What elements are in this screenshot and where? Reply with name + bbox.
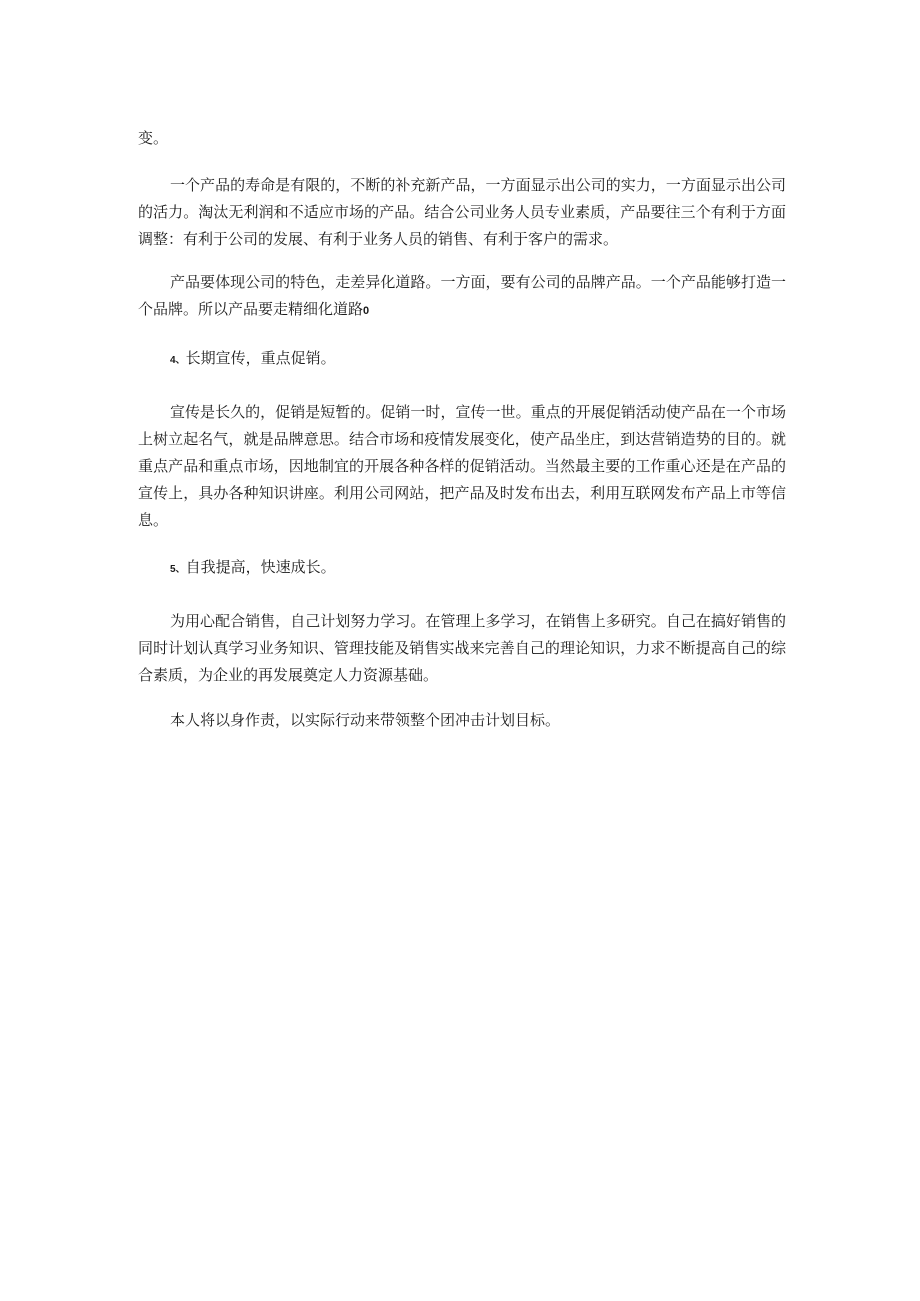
paragraph-product-lifecycle: 一个产品的寿命是有限的，不断的补充新产品，一方面显示出公司的实力，一方面显示出公司的活力。淘汰无利润和不适应市场的产品。结合公司业务人员专业素质，产品要往三个有利于方面调整：有利于公司的发展、有利于业务人员的销售、有利于客户的需求。 — [138, 176, 786, 248]
section-number: 5、 — [170, 564, 186, 575]
paragraph-spacer — [138, 583, 786, 608]
paragraph-product-features — [138, 269, 786, 325]
paragraph-spacer — [138, 374, 786, 399]
paragraph-spacer — [138, 325, 786, 345]
paragraph-promotion: 宣传是长久的，促销是短暂的。促销一时，宣传一世。重点的开展促销活动使产品在一个市场上树立起名气，就是品牌意思。结合市场和疫情发展变化，使产品坐庄，到达营销造势的目的。就重点产品和重点市场，因地制宜的开展各种各样的促销活动。当然最主要的工作重心还是在产品的宣传上，具办各种知识讲座。利用公司网站，把产品及时发布出去，利用互联网发布产品上市等信息。 — [138, 403, 786, 529]
paragraph-self-improvement: 为用心配合销售，自己计划努力学习。在管理上多学习，在销售上多研究。自己在搞好销售的同时计划认真学习业务知识、管理技能及销售实战来完善自己的理论知识，力求不断提高自己的综合素质，为企业的再发展奠定人力资源基础。 — [138, 612, 786, 684]
document-body — [138, 125, 786, 734]
section-number: 4、 — [170, 355, 186, 366]
paragraph-spacer — [138, 253, 786, 269]
paragraph-spacer — [138, 689, 786, 707]
paragraph-closing: 本人将以身作责，以实际行动来带领整个团冲击计划目标。 — [170, 711, 561, 729]
section-title: 长期宣传，重点促销。 — [185, 349, 336, 367]
paragraph-spacer — [138, 534, 786, 554]
paragraph-end-mark: 0 — [363, 305, 370, 317]
section-title: 自我提高，快速成长。 — [185, 558, 336, 576]
paragraph-product-features-text: 产品要体现公司的特色，走差异化道路。一方面，要有公司的品牌产品。一个产品能够打造一个品牌。所以产品要走精细化道路 — [138, 273, 786, 318]
paragraph-continuation: 变。 — [138, 129, 169, 147]
paragraph-spacer — [138, 152, 786, 172]
section-heading-5 — [138, 554, 786, 583]
section-heading-4 — [138, 345, 786, 374]
